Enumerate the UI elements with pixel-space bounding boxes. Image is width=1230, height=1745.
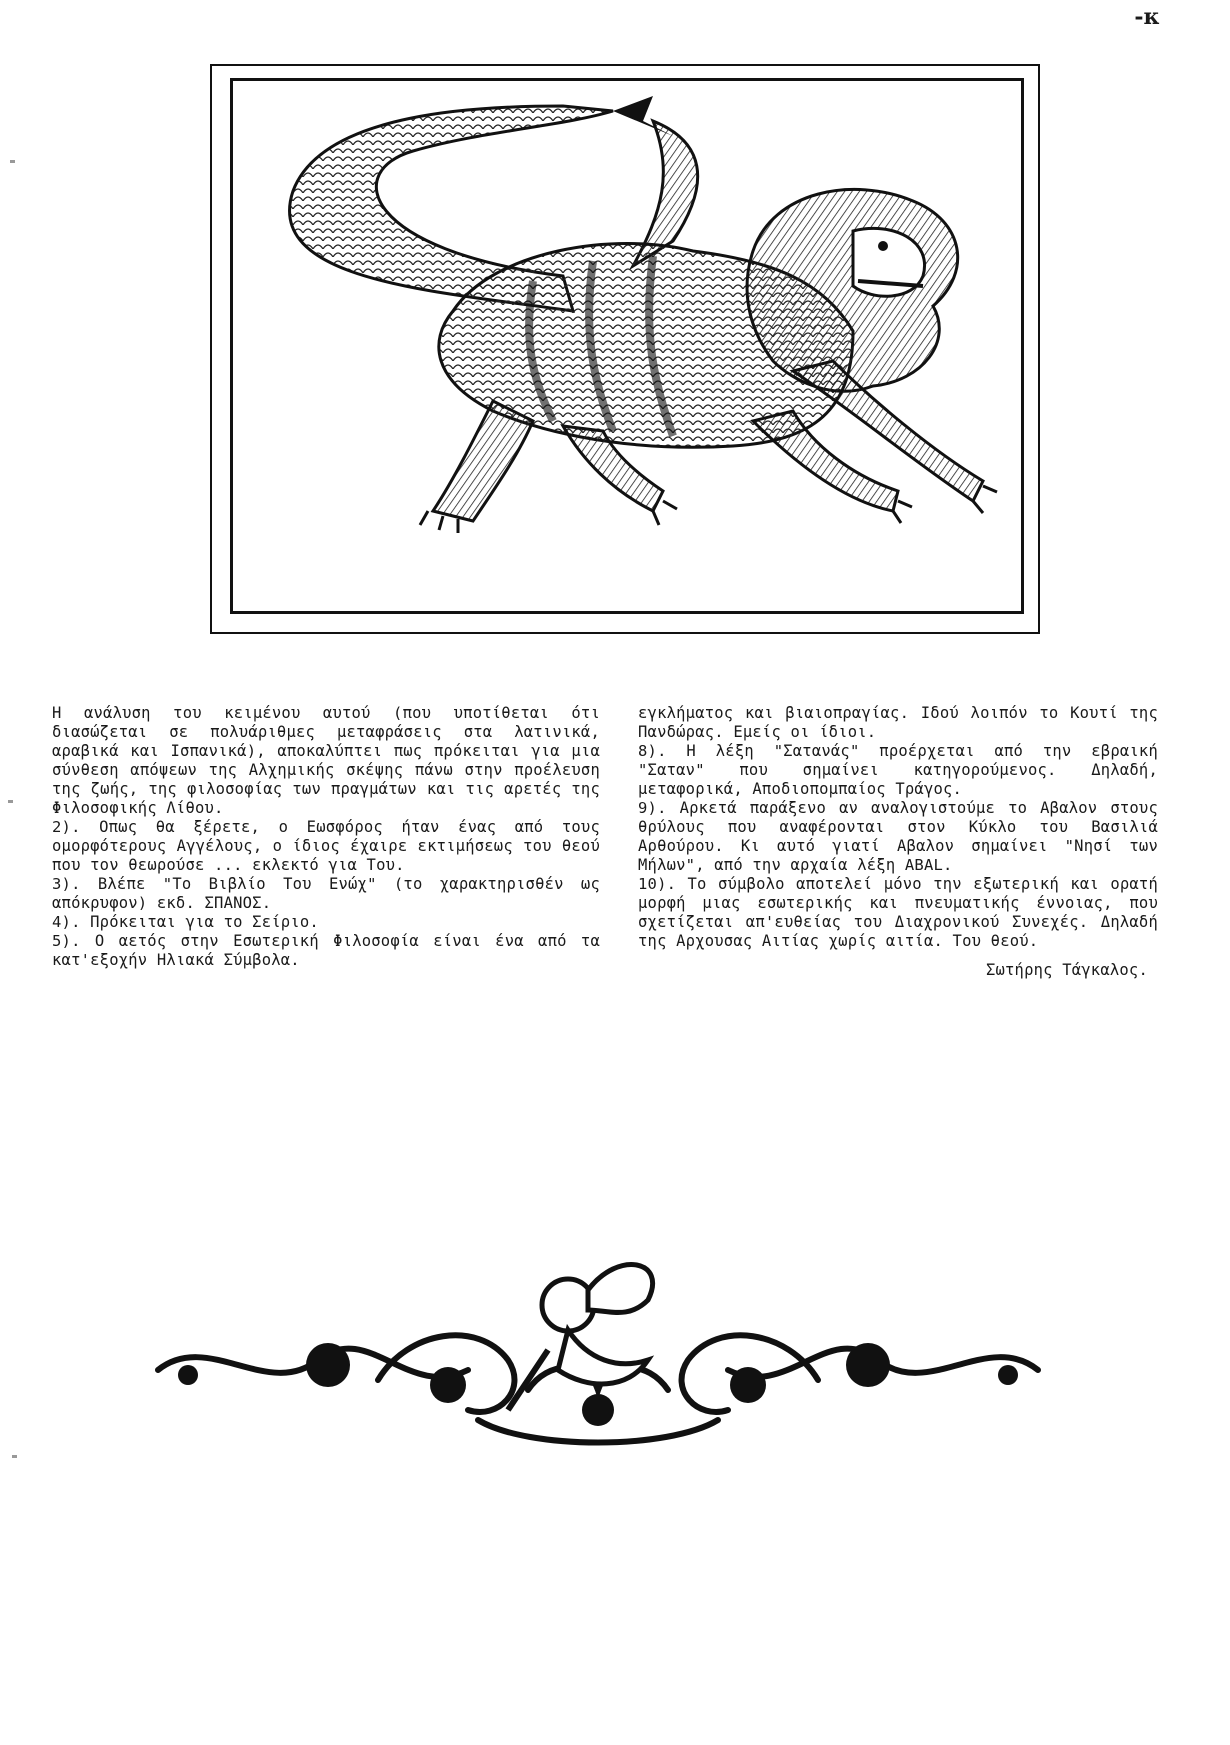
note-paragraph: 5). Ο αετός στην Εσωτερική Φιλοσοφία είναι ένα από τα κατ'εξοχήν Ηλιακά Σύμβολα. <box>52 932 600 969</box>
page-number-mark: -κ <box>1134 4 1160 30</box>
illustration-frame-underline <box>218 632 1028 634</box>
note-paragraph: 2). Οπως θα ξέρετε, ο Εωσφόρος ήταν ένας από τους ομορφότερους Αγγέλους, ο ίδιος έχαιρε εκτιμήσεως του θεού που τον θεωρούσε ... εκλεκτό για Του. <box>52 818 600 874</box>
note-paragraph: 10). Το σύμβολο αποτελεί μόνο την εξωτερική και ορατή μορφή μιας εσωτερικής και πνευματικής έννοιας, που σχετίζεται απ'ευθείας του Διαχρονικού Συνεχές. Δηλαδή της Αρχουσας Αιτίας χωρίς αιτία. Του θεού. <box>638 875 1158 950</box>
chimera-engraving-icon <box>233 81 1021 611</box>
note-paragraph: εγκλήματος και βιαιοπραγίας. Ιδού λοιπόν το Κουτί της Πανδώρας. Εμείς οι ίδιοι. <box>638 704 1158 741</box>
author-signature: Σωτήρης Τάγκαλος. <box>985 961 1148 979</box>
note-paragraph: 9). Αρκετά παράξενο αν αναλογιστούμε το Αβαλον στους θρύλους που αναφέρονται στον Κύκλο του Βασιλιά Αρθούρου. Κι αυτό γιατί Αβαλον σημαίνει "Νησί των Μήλων", από την αρχαία λέξη ABAL. <box>638 799 1158 874</box>
note-paragraph: 3). Βλέπε "Το Βιβλίο Του Ενώχ" (το χαρακτηρισθέν ως απόκρυφον) εκδ. ΣΠΑΝΟΣ. <box>52 875 600 912</box>
notes-right-column <box>638 704 1158 980</box>
note-paragraph: Η ανάλυση του κειμένου αυτού (που υποτίθεται ότι διασώζεται σε πολυάριθμες μεταφράσεις στα λατινικά, αραβικά και Ισπανικά), αποκαλύπτει πως πρόκειται για μια σύνθεση απόψεων της Αλχημικής σκέψης πάνω στην προέλευση της ζωής, της φιλοσοφίας των πραγμάτων και τις αρετές της Φιλοσοφικής Λίθου. <box>52 704 600 817</box>
cherub-scroll-ornament-icon <box>148 1250 1048 1480</box>
note-paragraph: 8). Η λέξη "Σατανάς" προέρχεται από την εβραική "Σαταν" που σημαίνει κατηγορούμενος. Δηλαδή, μεταφορικά, Αποδιοπομπαίος Τράγος. <box>638 742 1158 798</box>
note-paragraph: 4). Πρόκειται για το Σείριο. <box>52 913 319 931</box>
scan-speck <box>12 1455 17 1458</box>
scan-speck <box>10 160 15 163</box>
scan-speck <box>8 800 13 803</box>
notes-left-column <box>52 704 600 970</box>
